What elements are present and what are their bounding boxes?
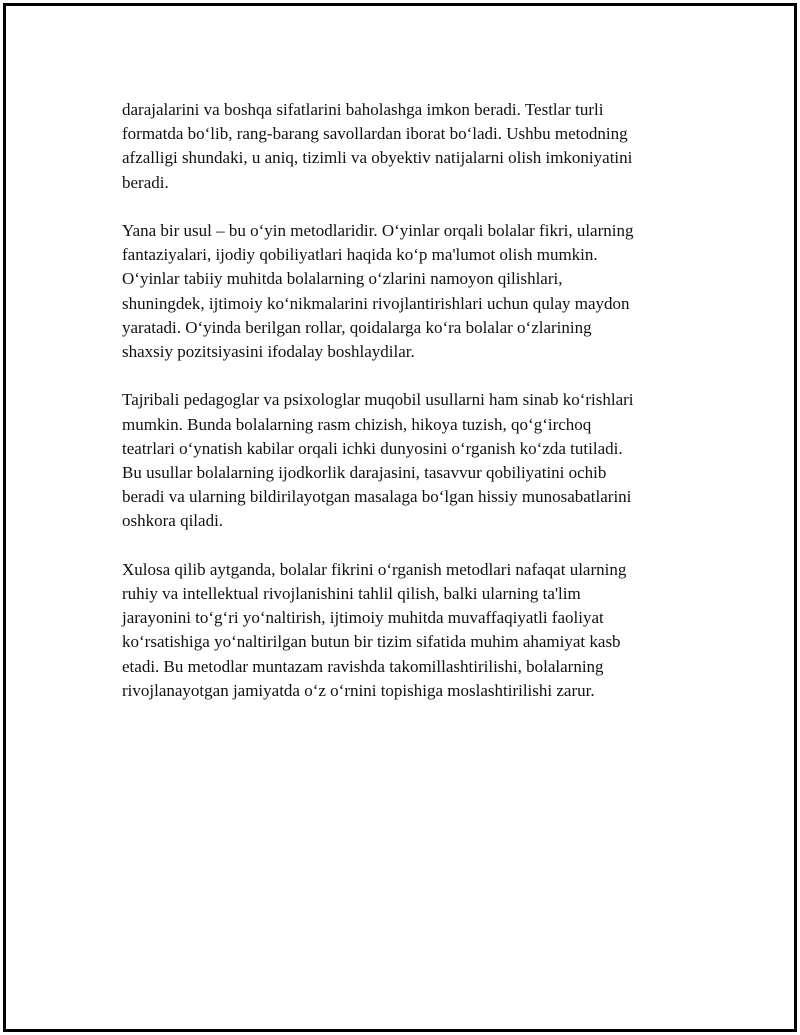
paragraph-4: Xulosa qilib aytganda, bolalar fikrini o‘rganish metodlari nafaqat ularning ruhiy va intellektual rivojlanishini tahlil qilish, balki ularning ta'lim jarayonini to‘g‘ri yo‘naltirish, ijtimoiy muhitda muvaffaqiyatli faoliyat ko‘rsatishiga yo‘naltirilgan butun bir tizim sifatida muhim ahamiyat kasb etadi. Bu metodlar muntazam ravishda takomillashtirilishi, bolalarning rivojlanayotgan jamiyatda o‘z o‘rnini topishiga moslashtirilishi zarur. — [122, 559, 627, 700]
document-body — [122, 98, 692, 727]
page-frame — [3, 3, 797, 1032]
paragraph-2: Yana bir usul – bu o‘yin metodlaridir. O‘yinlar orqali bolalar fikri, ularning fantaziyalari, ijodiy qobiliyatlari haqida ko‘p ma'lumot olish mumkin. O‘yinlar tabiiy muhitda bolalarning o‘zlarini namoyon qilishlari, shuningdek, ijtimoiy ko‘nikmalarini rivojlantirishlari uchun qulay maydon yaratadi. O‘yinda berilgan rollar, qoidalarga ko‘ra bolalar o‘zlarining shaxsiy pozitsiyasini ifodalay boshlaydilar. — [122, 221, 634, 362]
paragraph-1: darajalarini va boshqa sifatlarini baholashga imkon beradi. Testlar turli formatda bo‘lib, rang-barang savollardan iborat bo‘ladi. Ushbu metodning afzalligi shundaki, u aniq, tizimli va obyektiv natijalarni olish imkoniyatini beradi. — [122, 100, 633, 192]
paragraph-3: Tajribali pedagoglar va psixologlar muqobil usullarni ham sinab ko‘rishlari mumkin. Bunda bolalarning rasm chizish, hikoya tuzish, qo‘g‘irchoq teatrlari o‘ynatish kabilar orqali ichki dunyosini o‘rganish ko‘zda tutiladi. Bu usullar bolalarning ijodkorlik darajasini, tasavvur qobiliyatini ochib beradi va ularning bildirilayotgan masalaga bo‘lgan hissiy munosabatlarini oshkora qiladi. — [122, 390, 634, 531]
